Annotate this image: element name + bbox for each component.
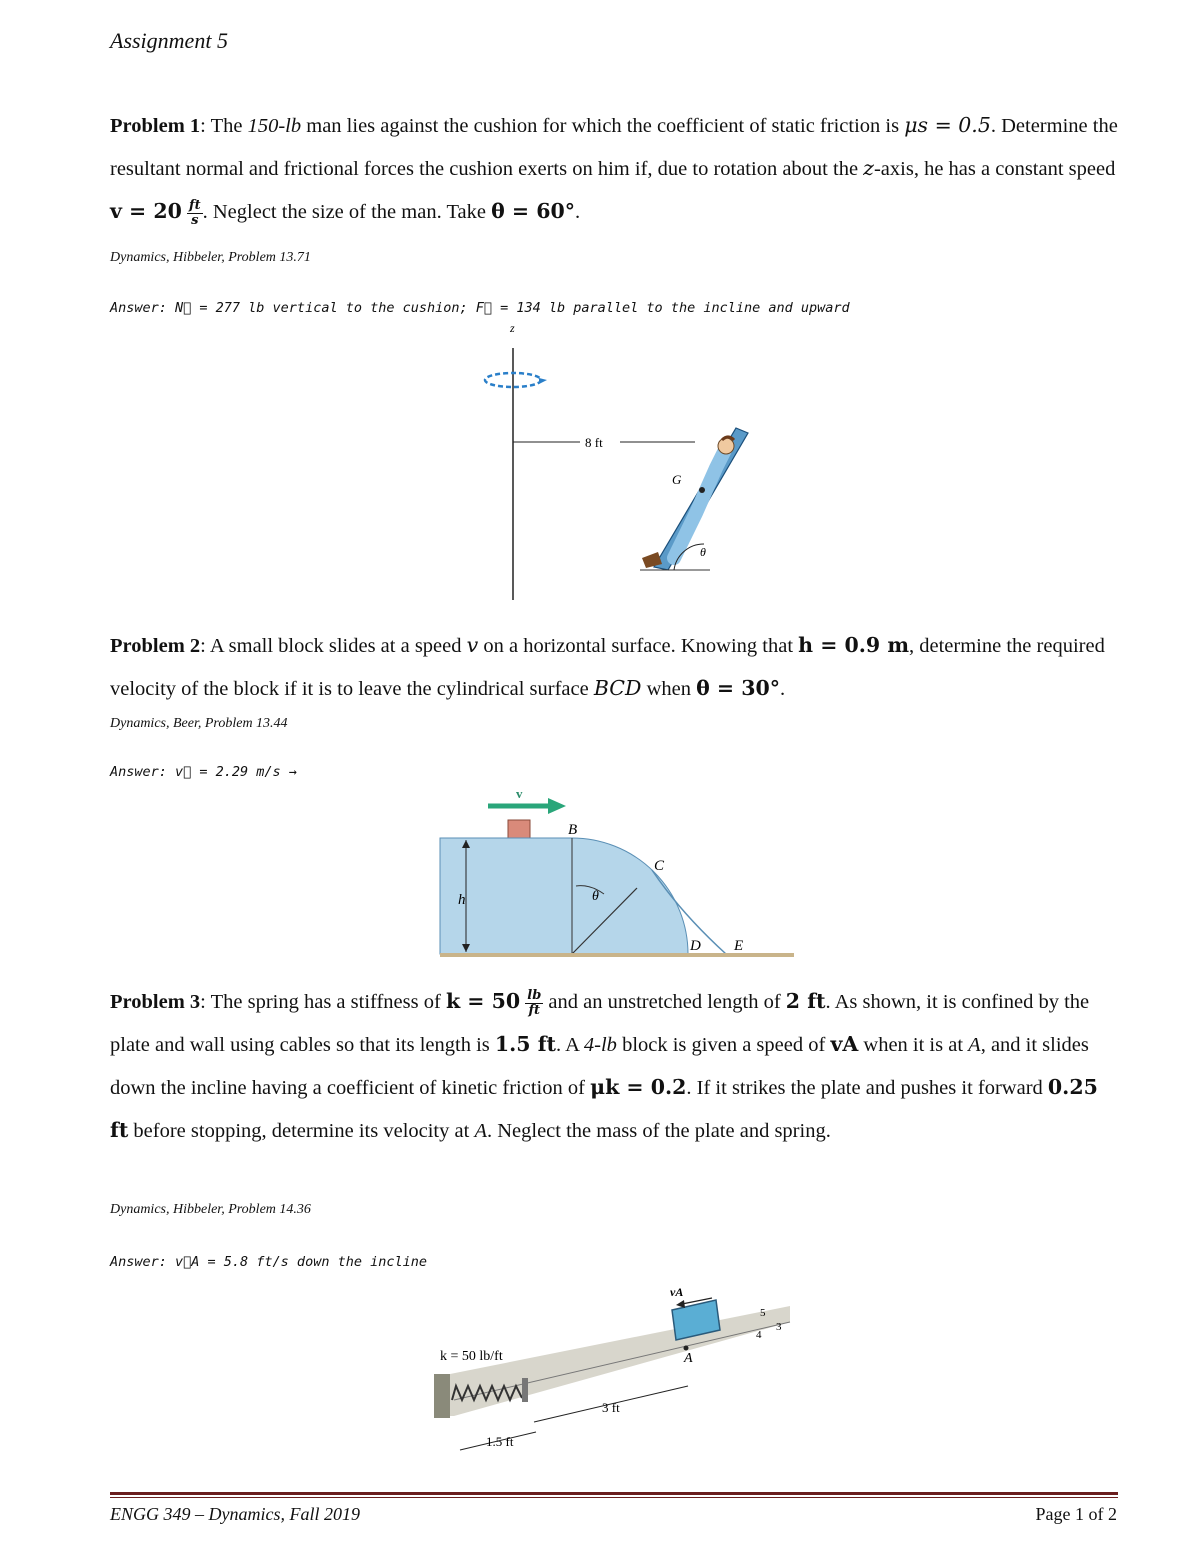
fig2-v-label: v bbox=[516, 786, 523, 801]
fig1-man-head bbox=[718, 438, 734, 454]
footer-page-number: Page 1 of 2 bbox=[1035, 1504, 1117, 1524]
fig1-z-label: z bbox=[510, 321, 515, 335]
problem1-answer: Answer: N⃗ = 277 lb vertical to the cushion; F⃗ = 134 lb parallel to the incline and upward bbox=[110, 300, 850, 316]
p1-t5: . Neglect the size of the man. Take bbox=[202, 201, 492, 223]
fig3-va-arrowhead bbox=[676, 1300, 685, 1308]
p1-weight: 150-lb bbox=[247, 115, 302, 137]
p2-t4: when bbox=[641, 678, 697, 700]
footer-course: ENGG 349 – Dynamics, Fall 2019 bbox=[110, 1504, 360, 1524]
p1-t3: . Determine the resultant normal and frictional forces the cushion exerts on him if, due to rotation about the bbox=[110, 115, 1118, 180]
p2-t3: , determine the required velocity of the block if it is to leave the cylindrical surface bbox=[110, 635, 1105, 700]
p3-t3: . As shown, it is confined by the plate and wall using cables so that its length is bbox=[110, 991, 1090, 1056]
fig1-dist-label: 8 ft bbox=[585, 435, 603, 450]
p3-t10: . Neglect the mass of the plate and spring. bbox=[486, 1120, 831, 1142]
p1-t4: -axis, he has a constant speed bbox=[873, 158, 1116, 180]
p3-t2: and an unstretched length of bbox=[543, 991, 786, 1013]
footer-rule-thin bbox=[110, 1497, 1118, 1498]
p2-t1: : A small block slides at a speed bbox=[200, 635, 467, 657]
problem3-text bbox=[110, 980, 1120, 1152]
p2-theta: θ = 30° bbox=[696, 676, 780, 700]
problem3-source: Dynamics, Hibbeler, Problem 14.36 bbox=[110, 1202, 311, 1217]
fig2-e-label: E bbox=[734, 938, 744, 954]
p2-t2: on a horizontal surface. Knowing that bbox=[478, 635, 799, 657]
fig3-k-label: k = 50 lb/ft bbox=[440, 1349, 503, 1364]
p1-theta: θ = 60° bbox=[491, 199, 576, 223]
p1-t2: man lies against the cushion for which the coefficient of static friction is bbox=[301, 115, 905, 137]
problem3-label: Problem 3 bbox=[110, 991, 201, 1013]
fig3-15ft-label: 1.5 ft bbox=[486, 1434, 514, 1449]
fig2-block bbox=[508, 820, 530, 838]
p3-t6: when it is at bbox=[858, 1034, 969, 1056]
p3-t9: before stopping, determine its velocity at bbox=[128, 1120, 475, 1142]
p2-v: v bbox=[466, 633, 479, 657]
fig3-3ft-label: 3 ft bbox=[602, 1400, 620, 1415]
problem2-source: Dynamics, Beer, Problem 13.44 bbox=[110, 716, 288, 731]
fig3-plate bbox=[522, 1378, 528, 1402]
problem2-text bbox=[110, 624, 1120, 710]
problem1-figure bbox=[460, 318, 780, 608]
fig2-theta-label: θ bbox=[592, 889, 599, 904]
fig1-g-label: G bbox=[672, 472, 682, 487]
p2-h: h = 0.9 m bbox=[798, 633, 910, 657]
p1-t6: . bbox=[575, 201, 581, 223]
fig1-center-of-gravity bbox=[699, 487, 705, 493]
fig2-c-label: C bbox=[654, 858, 665, 874]
page-header: Assignment 5 bbox=[110, 28, 228, 53]
problem1-source: Dynamics, Hibbeler, Problem 13.71 bbox=[110, 250, 311, 265]
p1-mu: μs = 0.5 bbox=[904, 113, 991, 137]
p1-speed-unit: $\frac{ft}{s}$ bbox=[189, 197, 201, 228]
problem3-answer: Answer: v⃗A = 5.8 ft/s down the incline bbox=[110, 1254, 427, 1270]
problem2-figure bbox=[430, 782, 800, 964]
p3-k-unit: $\frac{lb}{ft}$ bbox=[527, 987, 542, 1018]
fig2-h-label: h bbox=[458, 892, 466, 908]
p3-len2: 1.5 ft bbox=[494, 1032, 556, 1056]
p3-len: 2 ft bbox=[785, 989, 826, 1013]
fig1-theta-label: θ bbox=[700, 545, 706, 559]
fig3-point-a bbox=[684, 1346, 689, 1351]
fig3-wall bbox=[434, 1374, 450, 1418]
fig3-slope-3: 3 bbox=[776, 1321, 782, 1333]
p2-bcd: BCD bbox=[593, 676, 642, 700]
fig2-b-label: B bbox=[568, 822, 578, 838]
problem1-label: Problem 1 bbox=[110, 115, 201, 137]
problem1-text bbox=[110, 104, 1120, 233]
fig3-slope-5: 5 bbox=[760, 1307, 766, 1319]
fig3-va-label: vA bbox=[670, 1285, 684, 1299]
p3-k: k = 50 bbox=[445, 989, 521, 1013]
p1-zaxis: z bbox=[863, 156, 874, 180]
p3-va: vA bbox=[830, 1032, 859, 1056]
p3-t8: . If it strikes the plate and pushes it forward bbox=[686, 1077, 1048, 1099]
fig3-a-label: A bbox=[684, 1351, 693, 1366]
p3-t5: block is given a speed of bbox=[616, 1034, 831, 1056]
fig2-d-label: D bbox=[690, 938, 701, 954]
p3-weight: 4-lb bbox=[583, 1034, 617, 1056]
problem3-figure bbox=[420, 1282, 800, 1464]
footer-rule-thick bbox=[110, 1492, 1118, 1495]
fig2-cylinder-surface bbox=[440, 838, 688, 954]
problem2-answer: Answer: v⃗ = 2.29 m/s → bbox=[110, 764, 297, 780]
p3-t1: : The spring has a stiffness of bbox=[200, 991, 446, 1013]
p3-push: 0.25 ft bbox=[110, 1075, 1098, 1142]
p3-a: A bbox=[968, 1034, 981, 1056]
p3-mu: μk = 0.2 bbox=[590, 1075, 687, 1099]
problem2-label: Problem 2 bbox=[110, 635, 201, 657]
p2-t5: . bbox=[780, 678, 786, 700]
p1-speed: v = 20 bbox=[110, 199, 182, 223]
fig3-slope-4: 4 bbox=[756, 1329, 762, 1341]
p3-t4: . A bbox=[555, 1034, 584, 1056]
fig1-man-body bbox=[674, 448, 726, 558]
p3-t7: , and it slides down the incline having a coefficient of kinetic friction of bbox=[110, 1034, 1089, 1099]
fig2-velocity-arrowhead bbox=[548, 798, 566, 814]
fig1-rotation-arrowhead bbox=[539, 378, 547, 384]
p1-t1: : The bbox=[200, 115, 248, 137]
p3-a2: A bbox=[474, 1120, 487, 1142]
